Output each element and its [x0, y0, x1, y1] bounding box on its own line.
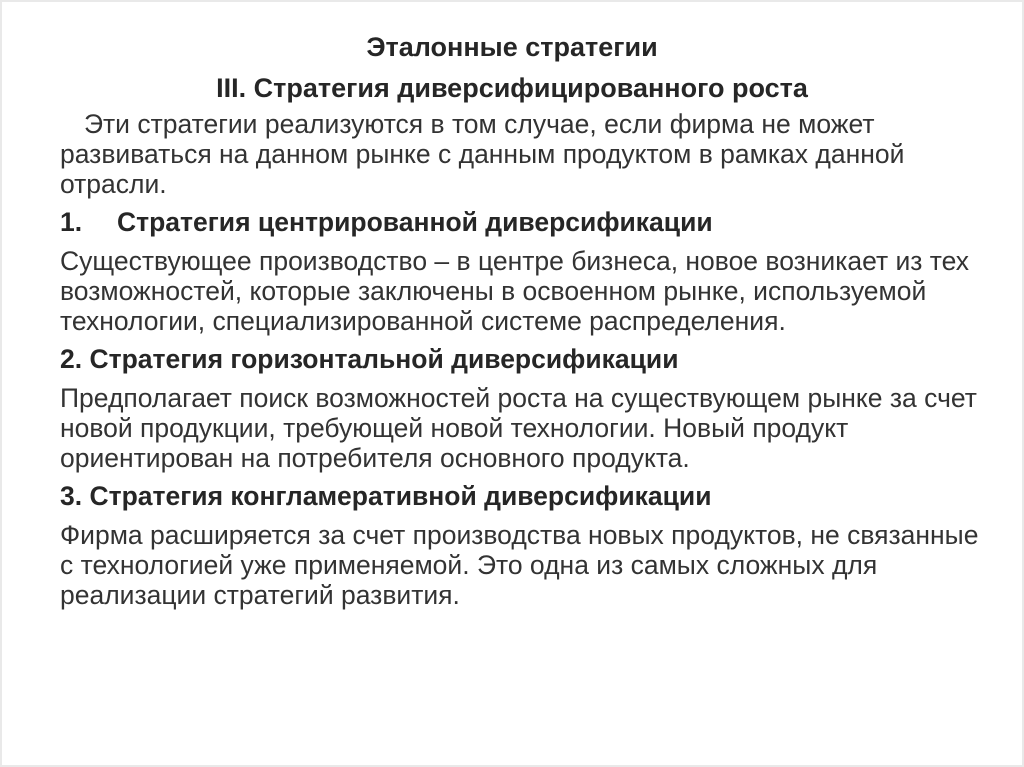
intro-paragraph: Эти стратегии реализуются в том случае, если фирма не может развиваться на данном рынке с данным продуктом в рамках данной отрасли.	[60, 109, 905, 199]
section-text-1: Существующее производство – в центре бизнеса, новое возникает из тех возможностей, которые заключены в освоенном рынке, используемой технологии, специализированной системе распределения.	[60, 246, 970, 336]
section-heading-2	[60, 344, 980, 374]
content-body	[60, 109, 980, 618]
section-heading-1	[60, 207, 980, 237]
section-number-2: 2.	[60, 344, 83, 374]
section-title-2: Стратегия горизонтальной диверсификации	[89, 344, 679, 374]
section-heading-3	[60, 481, 980, 511]
slide-subtitle: III. Стратегия диверсифицированного роста	[216, 73, 808, 103]
section-title-1: Стратегия центрированной диверсификации	[117, 207, 713, 237]
section-number-3: 3.	[60, 481, 83, 511]
slide-title: Эталонные стратегии	[366, 32, 658, 62]
section-text-2: Предполагает поиск возможностей роста на существующем рынке за счет новой продукции, требующей новой технологии. Новый продукт ориентирован на потребителя основного продукта.	[60, 383, 977, 473]
title-block	[0, 26, 1024, 108]
section-number-1: 1.	[60, 207, 83, 237]
section-title-3: Стратегия конгламеративной диверсификации	[89, 481, 712, 511]
section-text-3: Фирма расширяется за счет производства новых продуктов, не связанные с технологией уже применяемой. Это одна из самых сложных для реализации стратегий развития.	[60, 520, 979, 610]
